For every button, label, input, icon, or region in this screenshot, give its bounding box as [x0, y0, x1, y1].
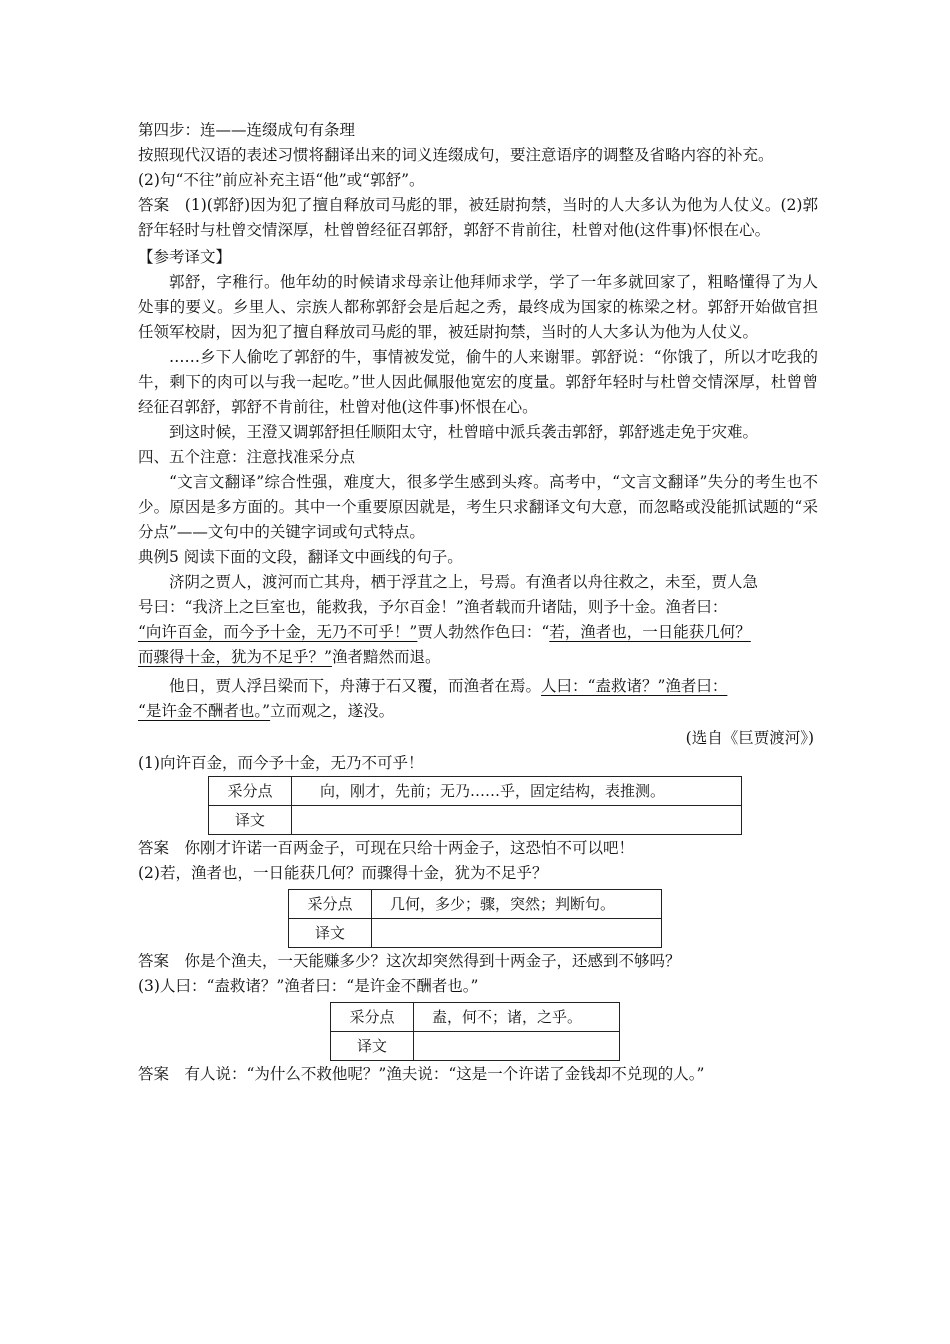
passage-line: 济阴之贾人，渡河而亡其舟，栖于浮苴之上，号焉。有渔者以舟往救之，未至，贾人急: [169, 573, 759, 591]
passage-line: 号曰：“我济上之巨室也，能救我，予尔百金！”渔者载而升诸陆，则予十金。渔者曰：: [138, 598, 728, 616]
question-answer: 答案 你刚才许诺一百两金子，可现在只给十两金子，这恐怕不可以吧！: [138, 839, 635, 857]
example-passage-1: [138, 570, 818, 670]
passage-line: [138, 674, 818, 699]
translation-label: 译文: [289, 919, 372, 948]
score-point-label: 采分点: [331, 1003, 414, 1032]
example-heading: 典例5 阅读下面的文段，翻译文中画线的句子。: [138, 548, 463, 566]
passage-line: [138, 699, 818, 724]
translation-cell: [292, 806, 742, 835]
translation-label: 译文: [331, 1032, 414, 1061]
reference-title: 【参考译文】: [138, 248, 232, 266]
score-table: [288, 889, 662, 948]
underlined-sentence: 人曰：“盍救诸？”渔者曰：: [541, 677, 728, 695]
translation-cell: [414, 1032, 620, 1061]
passage-text: 贾人勃然作色曰：“: [417, 623, 550, 641]
passage-line: [138, 645, 818, 670]
passage-text: 他日，贾人浮吕梁而下，舟薄于石又覆，而渔者在焉。: [169, 677, 542, 695]
score-points: 几何，多少；骤，突然；判断句。: [372, 890, 662, 919]
score-point-label: 采分点: [209, 777, 292, 806]
step4-note: (2)句“不往”前应补充主语“他”或“郭舒”。: [138, 171, 425, 189]
translation-label: 译文: [209, 806, 292, 835]
question-sentence: (1)向许百金，而今予十金，无乃不可乎！: [138, 754, 424, 772]
question-answer: 答案 有人说：“为什么不救他呢？”渔夫说：“这是一个许诺了金钱却不兑现的人。”: [138, 1065, 705, 1083]
score-table: [330, 1002, 620, 1061]
translation-cell: [372, 919, 662, 948]
underlined-sentence: “向许百金，而今予十金，无乃不可乎！”: [138, 623, 418, 641]
passage-source: (选自《巨贾渡河》): [685, 729, 814, 747]
step4-answer: 答案 (1)(郭舒)因为犯了擅自释放司马彪的罪，被廷尉拘禁，当时的人大多认为他为人仗义。(2)郭舒年轻时与杜曾交情深厚，杜曾曾经征召郭舒，郭舒不肯前往，杜曾对他(这件事)怀恨在心。: [138, 196, 818, 239]
step4-description: 按照现代汉语的表述习惯将翻译出来的词义连缀成句，要注意语序的调整及省略内容的补充。: [138, 146, 774, 164]
passage-text: 渔者黯然而退。: [331, 648, 441, 666]
underlined-sentence: 若，渔者也，一日能获几何？: [549, 623, 751, 641]
score-points: 向，刚才，先前；无乃……乎，固定结构，表推测。: [292, 777, 742, 806]
score-point-label: 采分点: [289, 890, 372, 919]
reference-paragraph: ……乡下人偷吃了郭舒的牛，事情被发觉，偷牛的人来谢罪。郭舒说：“你饿了，所以才吃我的牛，剩下的肉可以与我一起吃。”世人因此佩服他宽宏的度量。郭舒年轻时与杜曾交情深厚，杜曾曾经征召郭舒，郭舒不肯前往，杜曾对他(这件事)怀恨在心。: [138, 348, 818, 416]
question-sentence: (3)人曰：“盍救诸？”渔者曰：“是许金不酬者也。”: [138, 977, 479, 995]
document-page: [138, 118, 818, 1087]
passage-text: 立而观之，遂没。: [270, 702, 395, 720]
score-points: 盍，何不；诸，之乎。: [414, 1003, 620, 1032]
reference-paragraph: 郭舒，字稚行。他年幼的时候请求母亲让他拜师求学，学了一年多就回家了，粗略懂得了为人处事的要义。乡里人、宗族人都称郭舒会是后起之秀，最终成为国家的栋梁之材。郭舒开始做官担任领军校尉，因为犯了擅自释放司马彪的罪，被廷尉拘禁，当时的人大多认为他为人仗义。: [138, 273, 818, 341]
example-passage-2: [138, 674, 818, 724]
step4-title: 第四步：连——连缀成句有条理: [138, 121, 356, 139]
question-answer: 答案 你是个渔夫，一天能赚多少？这次却突然得到十两金子，还感到不够吗？: [138, 952, 681, 970]
passage-line: [138, 620, 818, 645]
section4-title: 四、五个注意：注意找准采分点: [138, 448, 356, 466]
question-sentence: (2)若，渔者也，一日能获几何？而骤得十金，犹为不足乎？: [138, 864, 548, 882]
underlined-sentence: “是许金不酬者也。”: [138, 702, 271, 720]
underlined-sentence: 而骤得十金，犹为不足乎？”: [138, 648, 332, 666]
score-table: [208, 776, 742, 835]
section4-intro: “文言文翻译”综合性强，难度大，很多学生感到头疼。高考中，“文言文翻译”失分的考生也不少。原因是多方面的。其中一个重要原因就是，考生只求翻译文句大意，而忽略或没能抓试题的“采分点”——文句中的关键字词或句式特点。: [138, 473, 818, 541]
reference-paragraph: 到这时候，王澄又调郭舒担任顺阳太守，杜曾暗中派兵袭击郭舒，郭舒逃走免于灾难。: [169, 423, 759, 441]
